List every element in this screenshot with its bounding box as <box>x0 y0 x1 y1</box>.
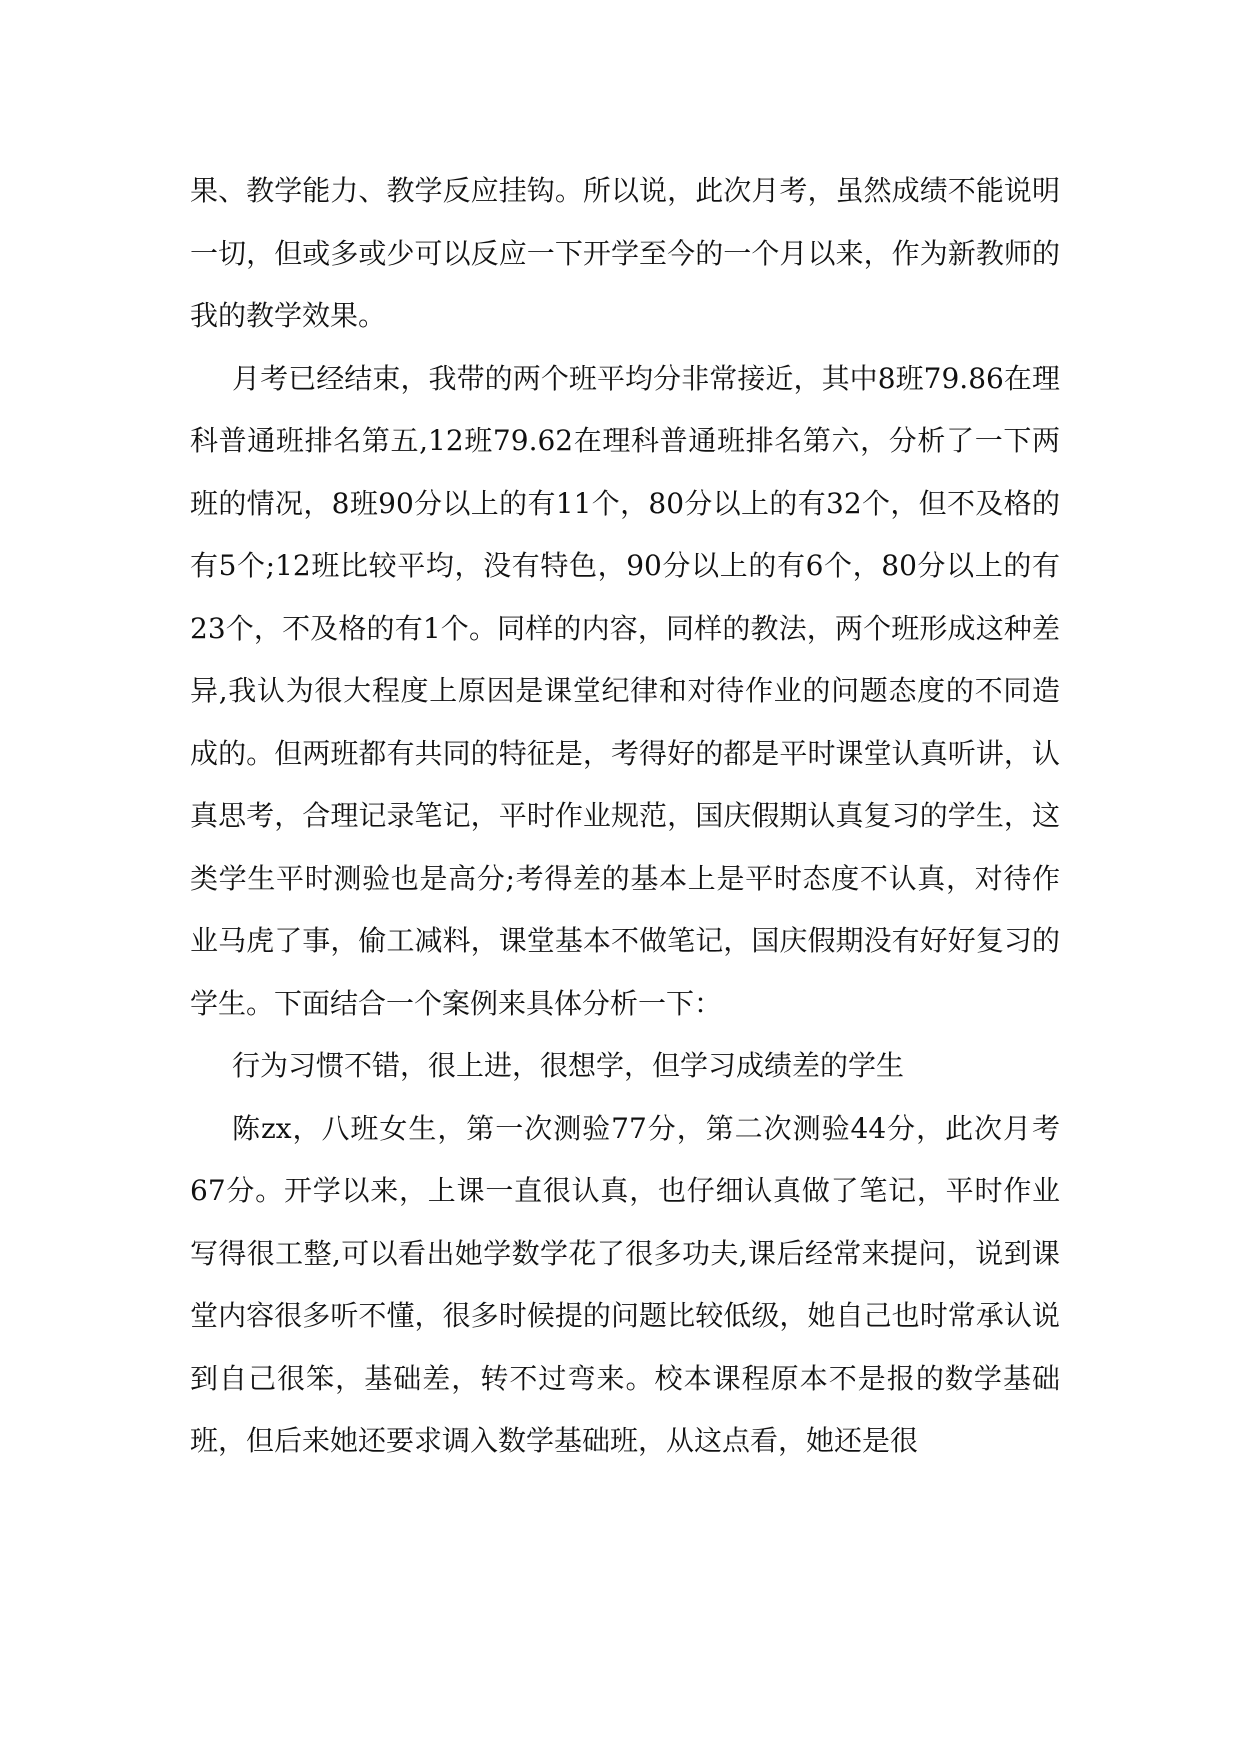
paragraph-3-heading: 行为习惯不错，很上进，很想学，但学习成绩差的学生 <box>232 1049 905 1082</box>
paragraph-2: 月考已经结束，我带的两个班平均分非常接近，其中8班79.86在理科普通班排名第五,12班79.62在理科普通班排名第六，分析了一下两班的情况，8班90分以上的有11个，80分以上的有32个，但不及格的有5个;12班比较平均，没有特色，90分以上的有6个，80分以上的有23个，不及格的有1个。同样的内容，同样的教法，两个班形成这种差异,我认为很大程度上原因是课堂纪律和对待作业的问题态度的不同造成的。但两班都有共同的特征是，考得好的都是平时课堂认真听讲，认真思考，合理记录笔记，平时作业规范，国庆假期认真复习的学生，这类学生平时测验也是高分;考得差的基本上是平时态度不认真，对待作业马虎了事，偷工减料，课堂基本不做笔记，国庆假期没有好好复习的学生。下面结合一个案例来具体分析一下： <box>190 361 1060 1020</box>
paragraph-4: 陈zx，八班女生，第一次测验77分，第二次测验44分，此次月考67分。开学以来，上课一直很认真，也仔细认真做了笔记，平时作业写得很工整,可以看出她学数学花了很多功夫,课后经常来提问，说到课堂内容很多听不懂，很多时候提的问题比较低级，她自己也时常承认说到自己很笨，基础差，转不过弯来。校本课程原本不是报的数学基础班，但后来她还要求调入数学基础班，从这点看，她还是很 <box>190 1111 1060 1457</box>
document-body <box>190 160 1060 1473</box>
paragraph-1: 果、教学能力、教学反应挂钩。所以说，此次月考，虽然成绩不能说明一切，但或多或少可以反应一下开学至今的一个月以来，作为新教师的我的教学效果。 <box>190 174 1060 332</box>
